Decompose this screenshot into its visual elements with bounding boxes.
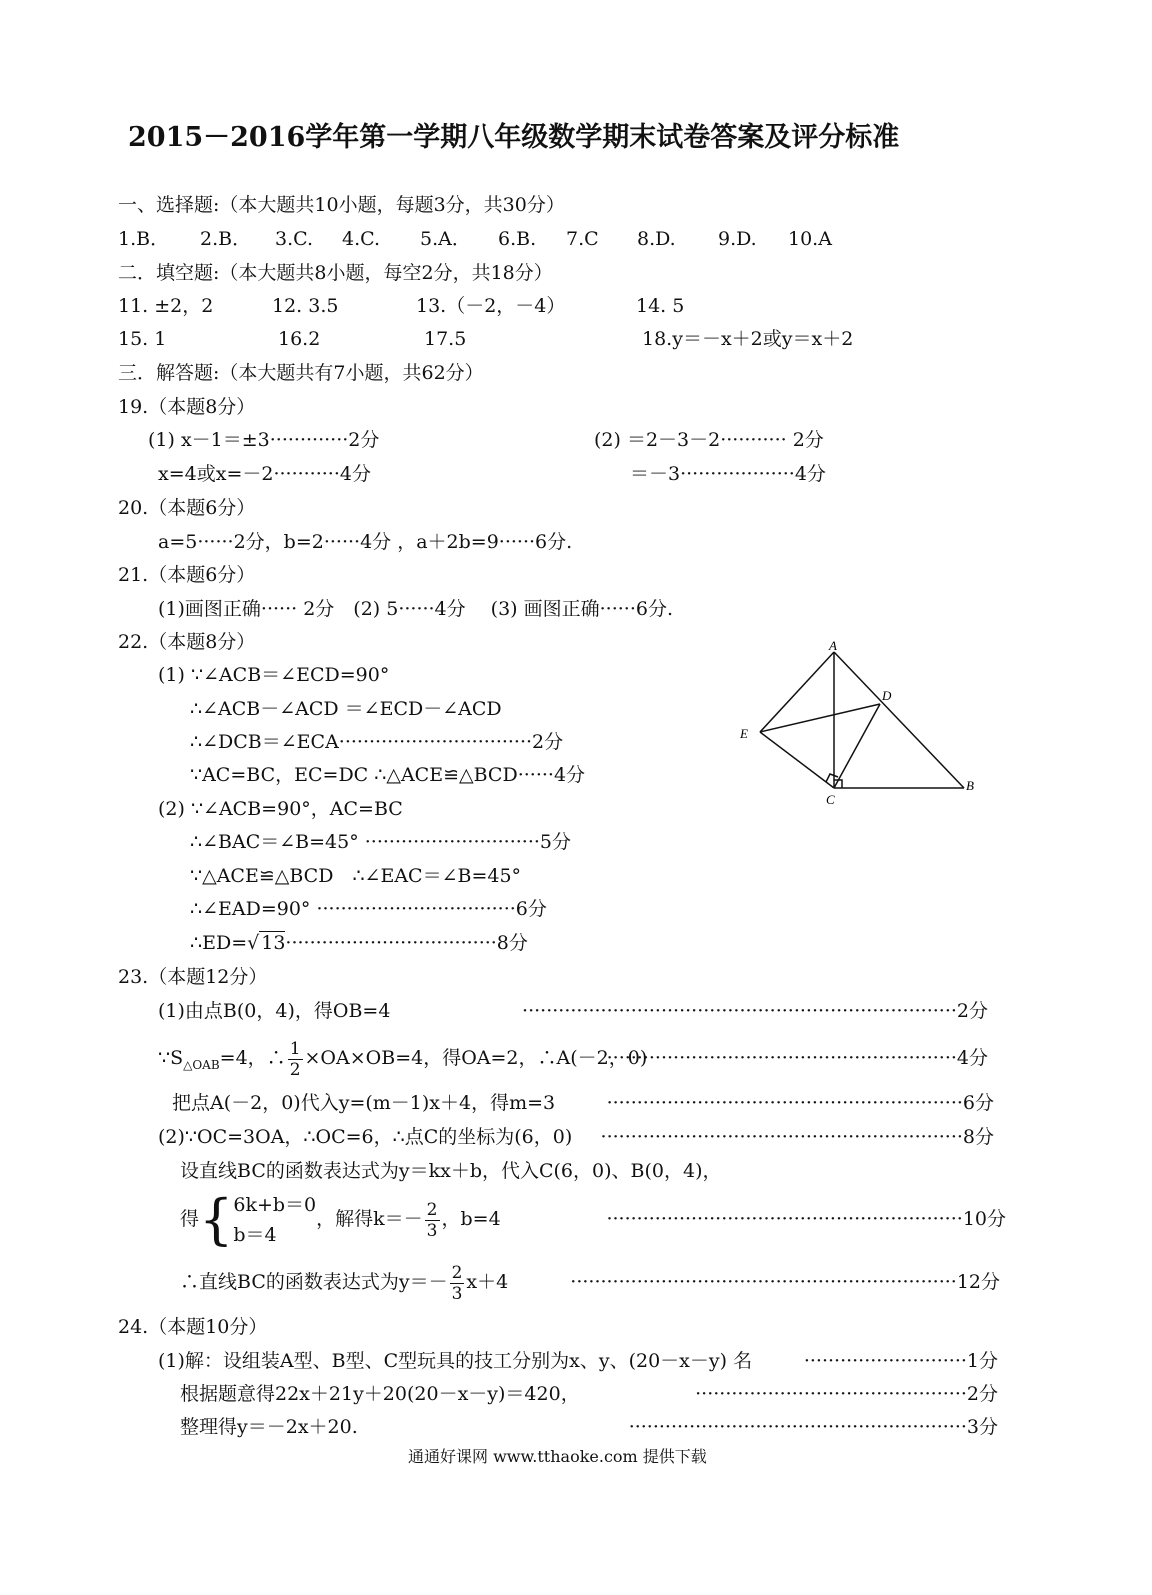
q23-text: =4，∴ [219, 1047, 286, 1069]
q24-dots: ·············································2分 [695, 1383, 998, 1405]
q21-heading: 21.（本题6分） [118, 564, 256, 586]
fill-answer: 11. ±2，2 [118, 295, 214, 317]
q24-dots: ···························1分 [803, 1350, 998, 1372]
q23-text: ，b=4 [441, 1208, 501, 1230]
segment-ae [760, 652, 834, 732]
fill-answer: 17.5 [424, 328, 467, 350]
fill-answer: 15. 1 [118, 328, 167, 350]
q20-heading: 20.（本题6分） [118, 497, 256, 519]
q22-line: (1) ∵∠ACB＝∠ECD=90° [158, 664, 390, 686]
q23-text: (1)由点B(0，4)，得OB=4 [158, 1000, 391, 1022]
q22-line: ∴∠DCB＝∠ECA································2分 [190, 731, 564, 753]
segment-cd [834, 704, 880, 788]
q23-text: x＋4 [466, 1271, 509, 1293]
q24-score: 2分 [966, 1383, 998, 1405]
q22-line: (2) ∵∠ACB=90°，AC=BC [158, 798, 403, 820]
q23-dots: ····························································8分 [600, 1126, 994, 1148]
q23-line [180, 1188, 1006, 1250]
q23-dots: ···························································10分 [606, 1208, 1006, 1230]
choice-answer: 5.A． [420, 228, 471, 250]
q22-ed-prefix: ∴ED= [190, 932, 248, 954]
q24-line [180, 1414, 998, 1440]
q23-text: ∴直线BC的函数表达式为y＝－ [180, 1271, 448, 1293]
fill-answer: 18.y＝－x＋2或y＝x＋2 [642, 328, 854, 350]
label-c: C [826, 792, 835, 807]
q23-score: 4分 [956, 1047, 988, 1069]
triangle-subscript: △OAB [183, 1057, 220, 1072]
q23-line [158, 998, 988, 1024]
fraction-two-thirds: $\frac{2}{3}$ [426, 1199, 438, 1241]
segment-ec [760, 732, 834, 788]
q22-line: ∴∠BAC＝∠B=45° ·····························5分 [190, 831, 571, 853]
q24-text: 整理得y＝－2x＋20. [180, 1416, 358, 1438]
q23-text: 把点A(－2，0)代入y=(m－1)x＋4，得m=3 [172, 1092, 556, 1114]
q23-score: 12分 [956, 1271, 1000, 1293]
q24-score: 3分 [966, 1416, 998, 1438]
q23-heading: 23.（本题12分） [118, 966, 268, 988]
segment-ab [834, 652, 964, 788]
choice-answer: 2.B． [200, 228, 252, 250]
q23-dots: ··························································4分 [606, 1047, 988, 1069]
label-b: B [966, 778, 974, 793]
label-a: A [829, 640, 837, 653]
section-3-heading: 三．解答题:（本大题共有7小题，共62分） [118, 362, 484, 384]
fraction-two-thirds: $\frac{2}{3}$ [451, 1262, 463, 1304]
q22-heading: 22.（本题8分） [118, 631, 256, 653]
q24-score: 1分 [966, 1350, 998, 1372]
q23-score: 6分 [962, 1092, 994, 1114]
section-2-heading: 二．填空题:（本大题共8小题，每空2分，共18分） [118, 262, 553, 284]
section-1-heading: 一、选择题:（本大题共10小题，每题3分，共30分） [118, 194, 565, 216]
choice-answer: 7.C [566, 228, 599, 250]
q23-text: (2)∵OC=3OA，∴OC=6，∴点C的坐标为(6，0) [158, 1126, 573, 1148]
brace-icon: { [199, 1188, 234, 1251]
triangle-figure [730, 640, 990, 810]
sqrt-sign: √ [247, 932, 260, 954]
choice-answer: 10.A [788, 228, 832, 250]
q23-dots: ································································12分 [570, 1271, 1000, 1293]
q19-line: (2) ＝2－3－2··········· 2分 [594, 429, 824, 451]
q22-line: ∴∠EAD=90° ·································6分 [190, 898, 547, 920]
q19-line: ＝－3···················4分 [630, 463, 826, 485]
q21-line: (1)画图正确······ 2分 (2) 5······4分 (3) 画图正确······6分. [158, 598, 674, 620]
q23-line: 设直线BC的函数表达式为y＝kx＋b，代入C(6，0)、B(0，4)， [180, 1160, 722, 1182]
q22-line: ∵△ACE≌△BCD ∴∠EAC＝∠B=45° [190, 865, 522, 887]
choice-answer: 3.C. [275, 228, 314, 250]
label-d: D [882, 688, 892, 703]
choice-answer: 4.C. [342, 228, 381, 250]
q24-line [180, 1381, 998, 1407]
sqrt-radicand: 13 [261, 932, 286, 954]
q23-line [180, 1258, 1000, 1306]
q19-line: (1) x－1＝±3·············2分 [148, 429, 380, 451]
q23-score: 10分 [962, 1208, 1006, 1230]
q23-text: ×OA×OB=4，得OA=2，∴A(－2，0) [304, 1047, 648, 1069]
fill-answer: 14. 5 [636, 295, 685, 317]
q19-heading: 19.（本题8分） [118, 396, 256, 418]
q24-text: (1)解：设组装A型、B型、C型玩具的技工分别为x、y、(20－x－y) 名 [158, 1350, 753, 1372]
q22-ed-dots: ···································8分 [285, 932, 528, 954]
footer-watermark: 通通好课网 www.tthaoke.com 提供下载 [408, 1447, 707, 1466]
fill-answer: 16.2 [278, 328, 321, 350]
q23-score: 2分 [956, 1000, 988, 1022]
q24-text: 根据题意得22x＋21y＋20(20－x－y)＝420， [180, 1383, 580, 1405]
q23-dots: ········································································2分 [522, 1000, 988, 1022]
q22-line [190, 930, 528, 956]
q23-dots: ···························································6分 [606, 1092, 994, 1114]
choice-answer: 8.D. [637, 228, 676, 250]
choice-answer: 1.B． [118, 228, 170, 250]
q23-text: ，解得k＝－ [316, 1208, 423, 1230]
q23-score: 8分 [962, 1126, 994, 1148]
q20-line: a=5······2分，b=2······4分 ，a＋2b=9······6分. [158, 531, 573, 553]
segment-ed [760, 704, 880, 732]
fill-answer: 13.（－2，－4） [416, 295, 566, 317]
page-title: 2015－2016学年第一学期八年级数学期末试卷答案及评分标准 [128, 122, 900, 153]
q24-line [158, 1348, 998, 1374]
q22-line: ∴∠ACB－∠ACD ＝∠ECD－∠ACD [190, 698, 502, 720]
equation-system: 6k+b＝0 b＝4 [233, 1194, 317, 1246]
q23-line [158, 1036, 988, 1087]
q24-dots: ························································3分 [628, 1416, 998, 1438]
q23-line [158, 1124, 994, 1150]
choice-answer: 9.D. [718, 228, 757, 250]
q23-line [172, 1090, 994, 1116]
fill-answer: 12. 3.5 [272, 295, 339, 317]
right-angle-mark [826, 774, 838, 782]
q23-text: ∵S [158, 1047, 184, 1069]
choice-answer: 6.B. [498, 228, 537, 250]
label-e: E [740, 726, 748, 741]
q24-heading: 24.（本题10分） [118, 1316, 268, 1338]
q23-text: 得 [180, 1208, 200, 1230]
q19-line: x=4或x=－2···········4分 [158, 463, 371, 485]
fraction-half: $\frac{1}{2}$ [289, 1038, 301, 1080]
q22-line: ∵AC=BC，EC=DC ∴△ACE≌△BCD······4分 [190, 764, 586, 786]
